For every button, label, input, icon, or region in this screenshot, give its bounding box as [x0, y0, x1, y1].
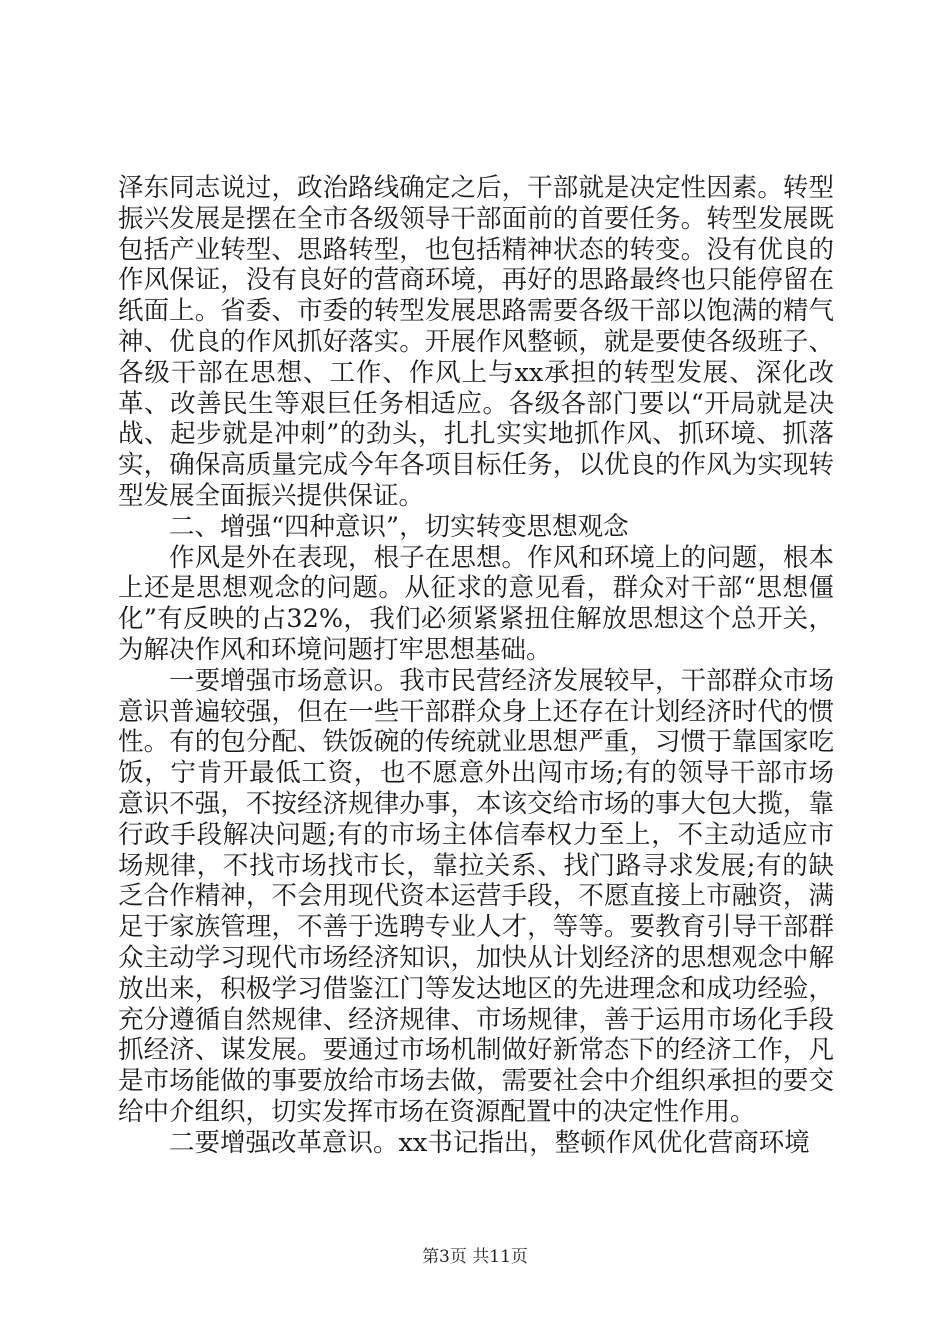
document-body	[118, 173, 834, 1159]
paragraph: 二要增强改革意识。xx书记指出，整顿作风优化营商环境	[169, 1127, 810, 1158]
page-number-footer: 第3页 共11页	[422, 1247, 528, 1267]
section-heading: 二、增强“四种意识”，切实转变思想观念	[169, 511, 629, 542]
paragraph: 泽东同志说过，政治路线确定之后，干部就是决定性因素。转型振兴发展是摆在全市各级领导干部面前的首要任务。转型发展既包括产业转型、思路转型，也包括精神状态的转变。没有优良的作风保证，没有良好的营商环境，再好的思路最终也只能停留在纸面上。省委、市委的转型发展思路需要各级干部以饱满的精气神、优良的作风抓好落实。开展作风整顿，就是要使各级班子、各级干部在思想、工作、作风上与xx承担的转型发展、深化改革、改善民生等艰巨任务相适应。各级各部门要以“开局就是决战、起步就是冲刺”的劲头，扎扎实实地抓作风、抓环境、抓落实，确保高质量完成今年各项目标任务，以优良的作风为实现转型发展全面振兴提供保证。	[118, 173, 834, 511]
paragraph: 一要增强市场意识。我市民营经济发展较早，干部群众市场意识普遍较强，但在一些干部群众身上还存在计划经济时代的惯性。有的包分配、铁饭碗的传统就业思想严重，习惯于靠国家吃饭，宁肯开最低工资，也不愿意外出闯市场;有的领导干部市场意识不强，不按经济规律办事，本该交给市场的事大包大揽，靠行政手段解决问题;有的市场主体信奉权力至上，不主动适应市场规律，不找市场找市长，靠拉关系、找门路寻求发展;有的缺乏合作精神，不会用现代资本运营手段，不愿直接上市融资，满足于家族管理，不善于选聘专业人才，等等。要教育引导干部群众主动学习现代市场经济知识，加快从计划经济的思想观念中解放出来，积极学习借鉴江门等发达地区的先进理念和成功经验，充分遵循自然规律、经济规律、市场规律，善于运用市场化手段抓经济、谋发展。要通过市场机制做好新常态下的经济工作，凡是市场能做的事要放给市场去做，需要社会中介组织承担的要交给中介组织，切实发挥市场在资源配置中的决定性作用。	[118, 665, 834, 1127]
paragraph: 作风是外在表现，根子在思想。作风和环境上的问题，根本上还是思想观念的问题。从征求的意见看，群众对干部“思想僵化”有反映的占32%，我们必须紧紧扭住解放思想这个总开关，为解决作风和环境问题打牢思想基础。	[118, 542, 834, 665]
